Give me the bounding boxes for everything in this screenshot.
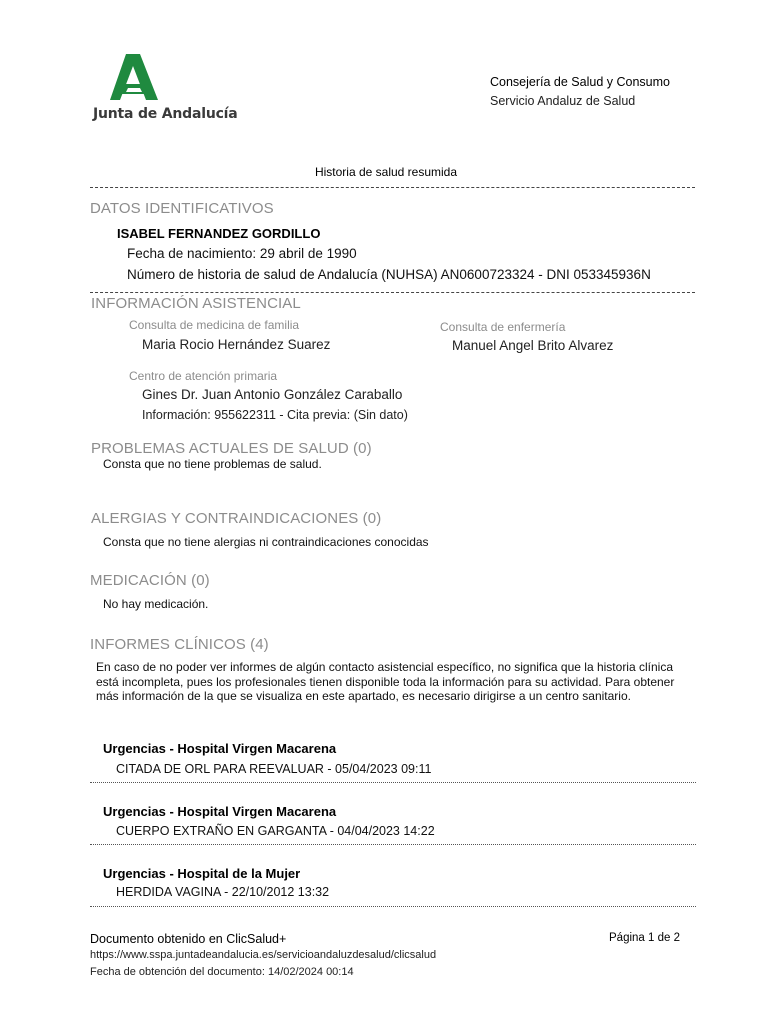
- center-value: Gines Dr. Juan Antonio González Caraballo: [142, 387, 403, 402]
- header-service: Servicio Andaluz de Salud: [490, 94, 636, 108]
- divider: [90, 292, 695, 293]
- family-doctor-label: Consulta de medicina de familia: [129, 318, 300, 332]
- section-heading-alergias: ALERGIAS Y CONTRAINDICACIONES (0): [91, 510, 382, 527]
- section-heading-identificativos: DATOS IDENTIFICATIVOS: [90, 200, 274, 217]
- header-ministry: Consejería de Salud y Consumo: [490, 75, 670, 89]
- patient-name: ISABEL FERNANDEZ GORDILLO: [117, 226, 321, 241]
- junta-andalucia-logo-icon: [92, 52, 192, 104]
- birth-date: Fecha de nacimiento: 29 abril de 1990: [127, 246, 357, 261]
- divider: [90, 782, 696, 783]
- medicacion-text: No hay medicación.: [103, 597, 209, 611]
- alergias-text: Consta que no tiene alergias ni contraindicaciones conocidas: [103, 535, 429, 549]
- footer-date: Fecha de obtención del documento: 14/02/2024 00:14: [90, 966, 354, 978]
- family-doctor-value: Maria Rocio Hernández Suarez: [142, 337, 331, 352]
- document-title: Historia de salud resumida: [314, 165, 458, 179]
- report-line: CITADA DE ORL PARA REEVALUAR - 05/04/2023 09:11: [116, 762, 432, 776]
- patient-ids: Número de historia de salud de Andalucía (NUHSA) AN0600723324 - DNI 053345936N: [127, 267, 651, 282]
- divider: [90, 906, 696, 907]
- page-number: Página 1 de 2: [609, 932, 680, 944]
- report-line: HERDIDA VAGINA - 22/10/2012 13:32: [116, 885, 330, 899]
- section-heading-medicacion: MEDICACIÓN (0): [90, 572, 210, 589]
- report-title: Urgencias - Hospital Virgen Macarena: [103, 804, 337, 819]
- center-info: Información: 955622311 - Cita previa: (Sin dato): [142, 408, 408, 422]
- logo-text: Junta de Andalucía: [93, 106, 238, 122]
- report-title: Urgencias - Hospital Virgen Macarena: [103, 741, 337, 756]
- informes-intro: En caso de no poder ver informes de algún contacto asistencial específico, no significa que la historia clínica está incompleta, pues los profesionales tienen disponible toda la información para su actividad. Para obtener más información de la que se visualiza en este apartado, es necesario dirigirse a un centro sanitario.: [96, 660, 675, 703]
- divider: [90, 187, 695, 188]
- section-heading-problemas: PROBLEMAS ACTUALES DE SALUD (0): [91, 440, 372, 457]
- divider: [90, 844, 696, 845]
- footer-url[interactable]: https://www.sspa.juntadeandalucia.es/servicioandaluzdesalud/clicsalud: [90, 949, 437, 961]
- report-line: CUERPO EXTRAÑO EN GARGANTA - 04/04/2023 14:22: [116, 824, 435, 838]
- nursing-value: Manuel Angel Brito Alvarez: [452, 338, 614, 353]
- footer-source: Documento obtenido en ClicSalud+: [90, 932, 287, 946]
- section-heading-informes: INFORMES CLÍNICOS (4): [90, 636, 269, 653]
- section-heading-asistencial: INFORMACIÓN ASISTENCIAL: [91, 295, 301, 312]
- problemas-text: Consta que no tiene problemas de salud.: [103, 457, 322, 471]
- center-label: Centro de atención primaria: [129, 369, 278, 383]
- report-title: Urgencias - Hospital de la Mujer: [103, 866, 301, 881]
- nursing-label: Consulta de enfermería: [440, 320, 566, 334]
